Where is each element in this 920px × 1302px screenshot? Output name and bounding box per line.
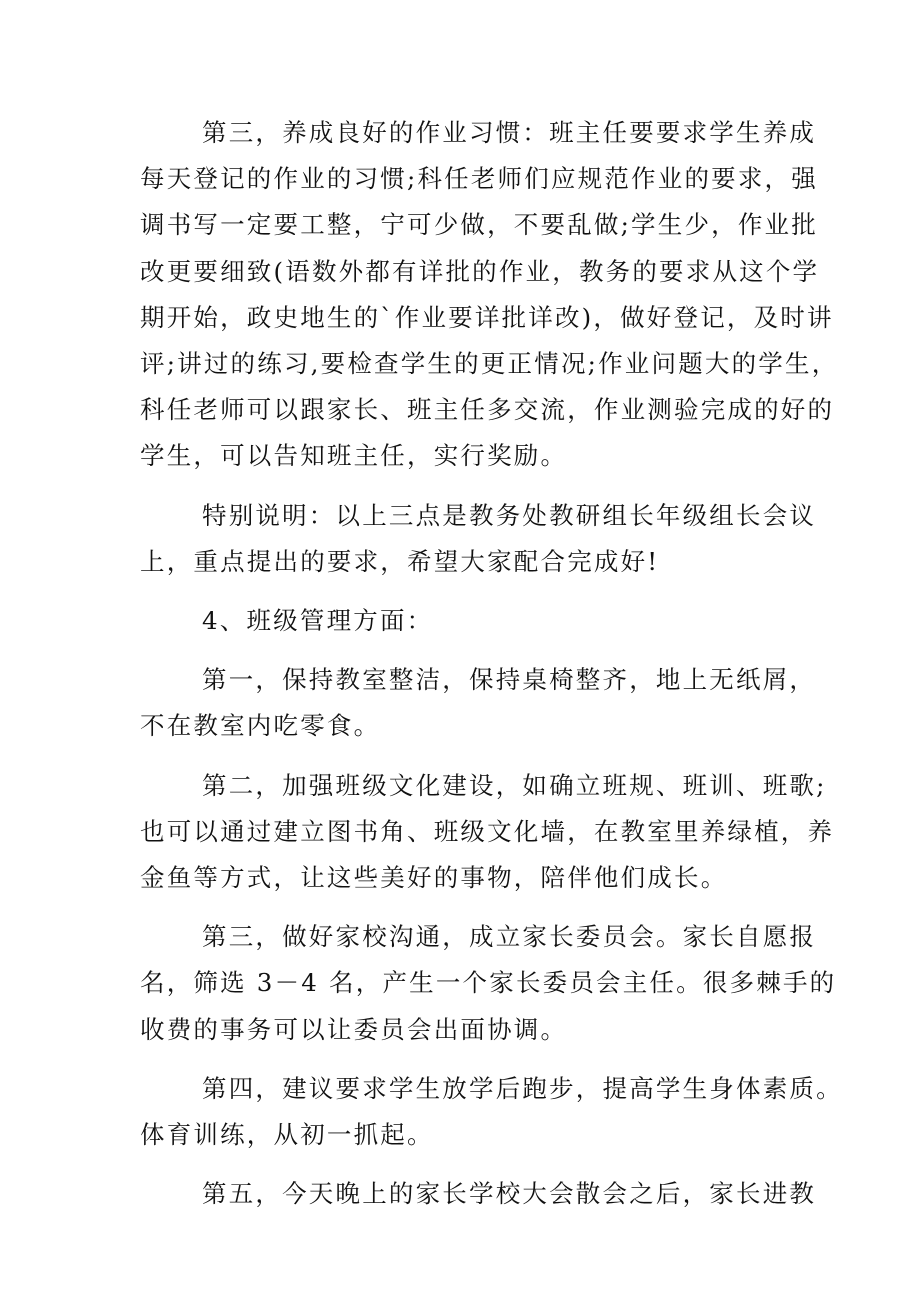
text-line: 特别说明：以上三点是教务处教研组长年级组长会议 (202, 500, 817, 530)
text-line: 第五，今天晚上的家长学校大会散会之后，家长进教 (202, 1179, 817, 1209)
text-line: 第四，建议要求学生放学后跑步，提高学生身体素质。 (202, 1073, 843, 1103)
text-line: 第二，加强班级文化建设，如确立班规、班训、班歌; (202, 770, 827, 800)
paragraph-gap (140, 1158, 800, 1171)
document-body (140, 110, 843, 1217)
section-heading-class-management (140, 598, 800, 644)
text-line: 收费的事务可以让委员会出面协调。 (140, 1014, 568, 1044)
text-line: 体育训练，从初一抓起。 (140, 1120, 434, 1150)
text-line: 第一，保持教室整洁，保持桌椅整齐，地上无纸屑， (202, 665, 817, 695)
text-line: 名，筛选 3－4 名，产生一个家长委员会主任。很多棘手的 (140, 968, 837, 998)
text-line: 调书写一定要工整，宁可少做，不要乱做;学生少，作业批 (140, 210, 818, 240)
paragraph-gap (140, 585, 800, 598)
text-line: 4、班级管理方面： (202, 606, 434, 636)
paragraph-gap (140, 901, 800, 914)
paragraph-fourth-point (140, 1066, 843, 1158)
paragraph-special-note (140, 493, 817, 585)
paragraph-gap (140, 1053, 800, 1066)
paragraph-second-point (140, 763, 835, 902)
paragraph-gap (140, 480, 800, 493)
text-line: 期开始，政史地生的`作业要详批详改)，做好登记，及时讲 (140, 302, 834, 332)
text-line: 每天登记的作业的习惯;科任老师们应规范作业的要求，强 (140, 164, 818, 194)
text-line: 不在教室内吃零食。 (140, 711, 381, 741)
paragraph-first-point (140, 657, 817, 749)
text-line: 第三，养成良好的作业习惯：班主任要要求学生养成 (202, 118, 817, 147)
text-line: 学生，可以告知班主任，实行奖励。 (140, 441, 568, 471)
text-line: 科任老师可以跟家长、班主任多交流，作业测验完成的好的 (140, 395, 835, 425)
text-line: 上，重点提出的要求，希望大家配合完成好! (140, 546, 660, 576)
paragraph-gap (140, 750, 800, 763)
paragraph-gap (140, 644, 800, 657)
text-line: 改更要细致(语数外都有详批的作业，教务的要求从这个学 (140, 256, 820, 286)
text-line: 也可以通过建立图书角、班级文化墙，在教室里养绿植，养 (140, 816, 835, 846)
paragraph-third-point (140, 914, 837, 1053)
paragraph-homework-habits (140, 110, 839, 480)
paragraph-fifth-point (140, 1171, 817, 1217)
text-line: 评;讲过的练习,要检查学生的更正情况;作业问题大的学生， (140, 349, 839, 379)
text-line: 第三，做好家校沟通，成立家长委员会。家长自愿报 (202, 922, 817, 952)
text-line: 金鱼等方式，让这些美好的事物，陪伴他们成长。 (140, 863, 728, 893)
